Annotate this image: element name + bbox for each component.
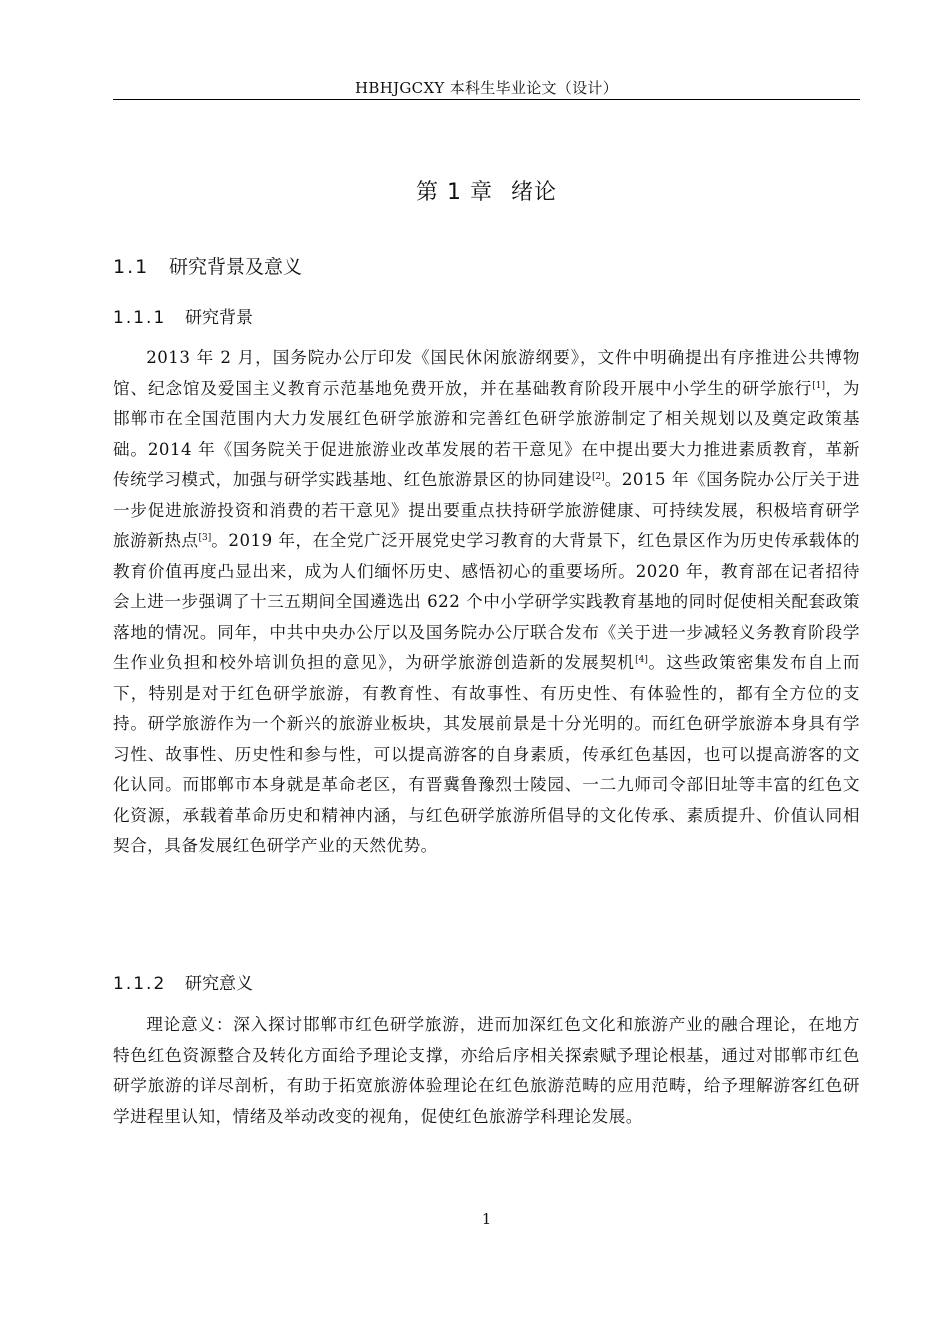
paragraph-text: 。2015 年《国务院办公厅关于进一步促进旅游投资和消费的若干意见》提出要重点扶持研学旅游健康、可持续发展，积极培育研学旅游新热点 <box>113 470 861 550</box>
subsection-number: 1.1.1 <box>113 308 167 328</box>
chapter-name: 绪论 <box>510 180 557 205</box>
background-paragraph <box>113 343 860 862</box>
page-number: 1 <box>481 1210 492 1228</box>
subsection-number: 1.1.2 <box>113 974 167 994</box>
significance-paragraph <box>113 1010 860 1132</box>
paragraph-text: 理论意义：深入探讨邯郸市红色研学旅游，进而加深红色文化和旅游产业的融合理论，在地方特色红色资源整合及转化方面给予理论支撑，亦给后序相关探索赋予理论根基，通过对邯郸市红色研学旅游的详尽剖析，有助于拓宽旅游体验理论在红色旅游范畴的应用范畴，给予理解游客红色研学进程里认知，情绪及举动改变的视角，促使红色旅游学科理论发展。 <box>113 1015 860 1126</box>
subsection-heading-background <box>113 305 253 331</box>
section-title: 研究背景及意义 <box>169 256 303 278</box>
chapter-number: 第 1 章 <box>416 180 493 205</box>
paragraph-text: 。2019 年，在全党广泛开展党史学习教育的大背景下，红色景区作为历史传承载体的教育价值再度凸显出来，成为人们缅怀历史、感悟初心的重要场所。2020 年，教育部在记者招待会上进一步强调了十三五期间全国遴选出 622 个中小学研学实践教育基地的同时促使相关配套政策落地的情况。同年，中共中央办公厅以及国务院办公厅联合发布《关于进一步减轻义务教育阶段学生作业负担和校外培训负担的意见》，为研学旅游创造新的发展契机 <box>113 531 860 672</box>
citation-ref-3: [3] <box>198 533 212 543</box>
citation-ref-1: [1] <box>812 380 826 391</box>
paragraph-text: 。这些政策密集发布自上而下，特别是对于红色研学旅游，有教育性、有故事性、有历史性、有体验性的，都有全方位的支持。研学旅游作为一个新兴的旅游业板块，其发展前景是十分光明的。而红色研学旅游本身具有学习性、故事性、历史性和参与性，可以提高游客的自身素质，传承红色基因，也可以提高游客的文化认同。而邯郸市本身就是革命老区，有晋冀鲁豫烈士陵园、一二九师司令部旧址等丰富的红色文化资源，承载着革命历史和精神内涵，与红色研学旅游所倡导的文化传承、素质提升、价值认同相契合，具备发展红色研学产业的天然优势。 <box>113 653 860 855</box>
subsection-title: 研究背景 <box>185 308 253 328</box>
citation-ref-4: [4] <box>635 655 648 665</box>
citation-ref-2: [2] <box>591 472 605 482</box>
chapter-title <box>113 176 860 210</box>
subsection-title: 研究意义 <box>185 974 253 994</box>
running-header: HBHJGCXY 本科生毕业论文（设计） <box>354 79 618 97</box>
subsection-heading-significance <box>113 971 253 997</box>
section-heading <box>113 253 302 281</box>
section-number: 1.1 <box>113 256 150 278</box>
paragraph-text: 2013 年 2 月，国务院办公厅印发《国民休闲旅游纲要》，文件中明确提出有序推进公共博物馆、纪念馆及爱国主义教育示范基地免费开放，并在基础教育阶段开展中小学生的研学旅行 <box>113 348 860 398</box>
paragraph-text: ，为邯郸市在全国范围内大力发展红色研学旅游和完善红色研学旅游制定了相关规划以及奠定政策基础。2014 年《国务院关于促进旅游业改革发展的若干意见》在中提出要大力推进素质教育，革新传统学习模式，加强与研学实践基地、红色旅游景区的协同建设 <box>113 378 861 489</box>
header-divider <box>113 99 860 100</box>
